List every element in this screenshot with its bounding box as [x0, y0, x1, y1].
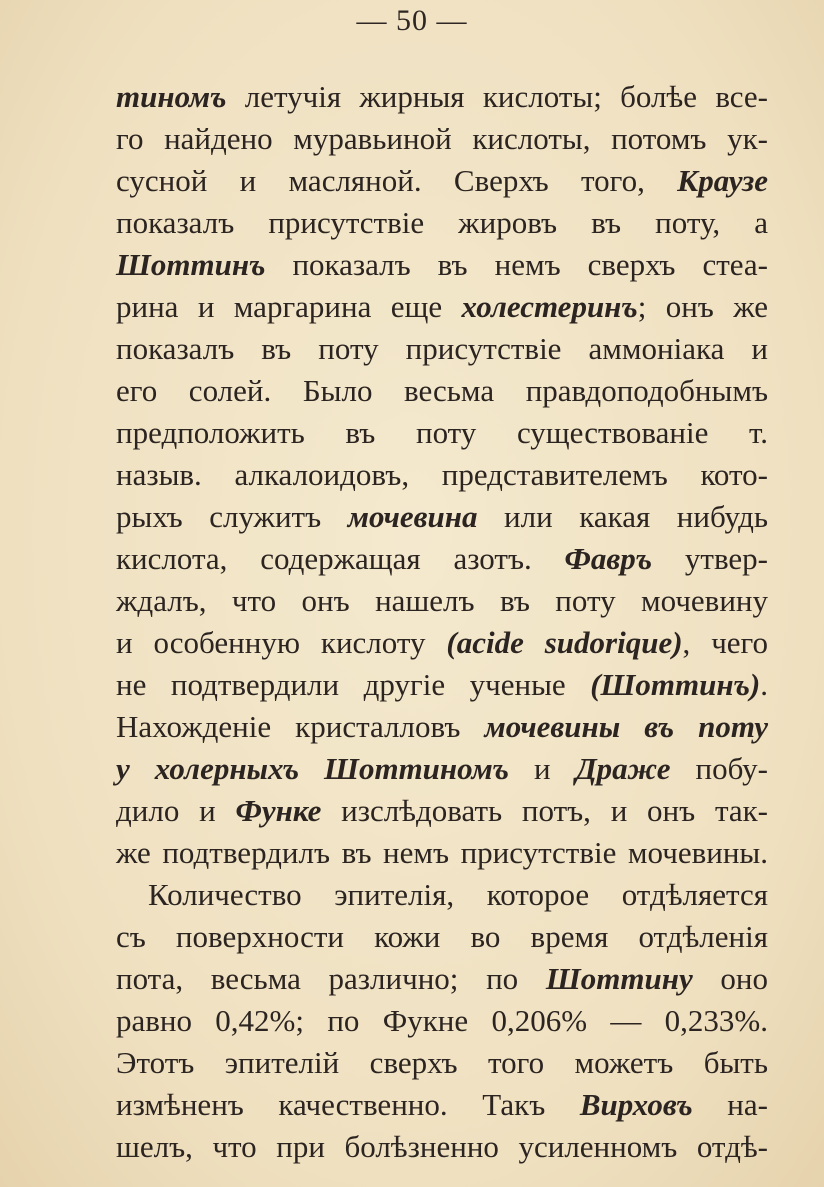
text-segment: Этотъ эпителій сверхъ того можетъ быть [116, 1045, 768, 1080]
text-segment: шелъ, что при болѣзненно усиленномъ отдѣ- [116, 1129, 768, 1164]
emphasized-name: Драже [575, 751, 671, 786]
emphasized-name: мочевины въ поту [484, 709, 768, 744]
text-segment: предположить въ поту существованіе т. [116, 415, 768, 450]
text-line [116, 454, 768, 496]
text-line [116, 1042, 768, 1084]
text-segment: рина и маргарина еще [116, 289, 462, 324]
text-segment: съ поверхности кожи во время отдѣленія [116, 919, 768, 954]
text-line [116, 748, 768, 790]
emphasized-name: (acide sudorique) [446, 625, 683, 660]
text-segment: и [509, 751, 576, 786]
emphasized-name: Шоттину [545, 961, 693, 996]
text-segment: Количество эпителія, которое отдѣляется [148, 877, 768, 912]
text-segment: не подтвердили другіе ученые [116, 667, 591, 702]
text-line [116, 1126, 768, 1168]
emphasized-name: Краузе [677, 163, 768, 198]
text-segment: на- [692, 1087, 768, 1122]
emphasized-name: холестеринъ [461, 289, 638, 324]
emphasized-name: (Шоттинъ) [590, 667, 761, 702]
text-line [116, 874, 768, 916]
text-segment: или какая нибудь [477, 499, 768, 534]
emphasized-name: тиномъ [116, 79, 227, 114]
text-line [116, 328, 768, 370]
text-segment: его солей. Было весьма правдоподобнымъ [116, 373, 768, 408]
text-segment: побу- [670, 751, 768, 786]
text-line [116, 496, 768, 538]
text-line [116, 916, 768, 958]
emphasized-name: мочевина [347, 499, 478, 534]
text-segment: утвер- [652, 541, 768, 576]
emphasized-name: Вирховъ [579, 1087, 693, 1122]
text-line [116, 202, 768, 244]
text-segment: показалъ присутствіе жировъ въ поту, а [116, 205, 768, 240]
text-line [116, 664, 768, 706]
text-line [116, 76, 768, 118]
text-segment: ждалъ, что онъ нашелъ въ поту мочевину [116, 583, 768, 618]
page-number: — 50 — [356, 4, 468, 37]
text-segment: измѣненъ качественно. Такъ [116, 1087, 580, 1122]
text-segment: назыв. алкалоидовъ, представителемъ кото- [116, 457, 768, 492]
text-segment: показалъ въ поту присутствіе аммоніака и [116, 331, 768, 366]
text-segment: оно [692, 961, 768, 996]
text-segment: же подтвердилъ въ немъ присутствіе мочевины. [116, 835, 768, 870]
emphasized-name: у холерныхъ Шоттиномъ [116, 751, 510, 786]
text-line [116, 286, 768, 328]
text-segment: и особенную кислоту [116, 625, 447, 660]
text-line [116, 412, 768, 454]
text-segment: кислота, содержащая азотъ. [116, 541, 565, 576]
text-line [116, 1084, 768, 1126]
text-segment: рыхъ служитъ [116, 499, 348, 534]
text-segment: Нахожденіе кристалловъ [116, 709, 485, 744]
text-segment: ; онъ же [637, 289, 768, 324]
text-line [116, 706, 768, 748]
text-segment: сусной и масляной. Сверхъ того, [116, 163, 678, 198]
text-line [116, 958, 768, 1000]
text-segment: равно 0,42%; по Фукне 0,206% — 0,233%. [116, 1003, 768, 1038]
text-segment: пота, весьма различно; по [116, 961, 546, 996]
text-segment: . [760, 667, 768, 702]
text-line [116, 1000, 768, 1042]
text-line [116, 832, 768, 874]
text-segment: дило и [116, 793, 236, 828]
text-line [116, 538, 768, 580]
text-segment: изслѣдовать потъ, и онъ так- [321, 793, 769, 828]
text-line [116, 580, 768, 622]
text-segment: го найдено муравьиной кислоты, потомъ ук- [116, 121, 768, 156]
text-segment: летучія жирныя кислоты; болѣе все- [226, 79, 768, 114]
emphasized-name: Шоттинъ [116, 247, 266, 282]
text-line [116, 118, 768, 160]
text-line [116, 790, 768, 832]
text-segment: показалъ въ немъ сверхъ стеа- [265, 247, 768, 282]
text-line [116, 370, 768, 412]
emphasized-name: Функе [235, 793, 322, 828]
text-line [116, 160, 768, 202]
emphasized-name: Фавръ [564, 541, 653, 576]
text-line [116, 622, 768, 664]
text-segment: , чего [682, 625, 768, 660]
body-text [116, 76, 768, 1168]
text-line [116, 244, 768, 286]
